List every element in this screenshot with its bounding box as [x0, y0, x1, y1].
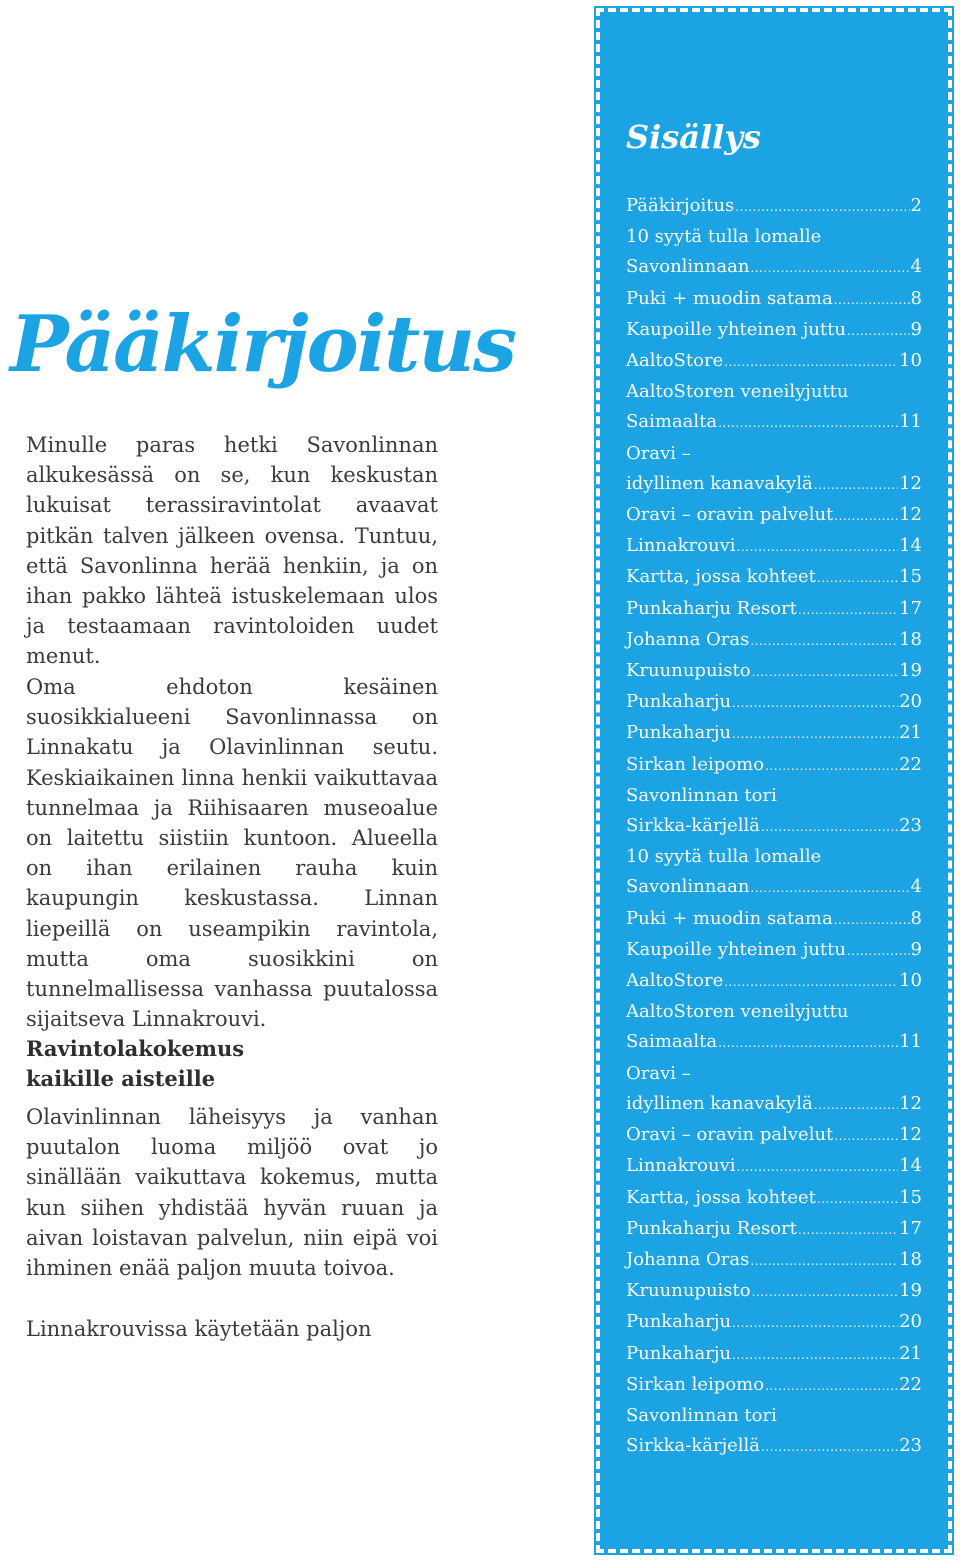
contents-item[interactable]: [626, 872, 922, 903]
contents-item-label: 10 syytä tulla lomalle: [626, 226, 822, 248]
page-title: Pääkirjoitus: [10, 299, 515, 390]
dot-leader: [750, 626, 898, 656]
contents-item[interactable]: [626, 315, 922, 346]
contents-item-page: 21: [899, 722, 922, 744]
contents-item-page: 23: [899, 815, 922, 837]
contents-item[interactable]: [626, 687, 922, 718]
contents-item-page: 11: [899, 1031, 922, 1053]
contents-item[interactable]: [626, 1245, 922, 1276]
contents-item-label: Kaupoille yhteinen juttu: [626, 938, 846, 960]
contents-item-page: 10: [899, 350, 922, 372]
contents-item[interactable]: [626, 1307, 922, 1338]
dot-leader: [765, 1371, 898, 1401]
contents-item[interactable]: [626, 191, 922, 222]
contents-item-page: 9: [910, 318, 922, 340]
dot-leader: [732, 1340, 898, 1370]
contents-item-label: Saimaalta: [626, 1031, 718, 1053]
dot-leader: [834, 501, 898, 531]
contents-item-page: 4: [910, 256, 922, 278]
contents-item[interactable]: [626, 750, 922, 781]
contents-item-page: 15: [899, 1186, 922, 1208]
contents-item-label: Puki + muodin satama: [626, 287, 833, 309]
contents-item[interactable]: [626, 1401, 922, 1431]
contents-item-page: 22: [899, 1373, 922, 1395]
contents-item-label: Punkaharju: [626, 691, 732, 713]
contents-item-label: Punkaharju Resort: [626, 597, 797, 619]
contents-item[interactable]: [626, 562, 922, 593]
contents-item[interactable]: [626, 1027, 922, 1058]
dot-leader: [750, 1246, 898, 1276]
dot-leader: [765, 751, 898, 781]
contents-item-page: 18: [899, 628, 922, 650]
contents-item-label: Sirkka-kärjellä: [626, 1435, 761, 1457]
contents-item[interactable]: [626, 656, 922, 687]
contents-item-page: 15: [899, 566, 922, 588]
contents-item[interactable]: [626, 407, 922, 438]
contents-item-label: Linnakrouvi: [626, 535, 736, 557]
contents-item[interactable]: [626, 439, 922, 469]
contents-item-label: Sirkka-kärjellä: [626, 815, 761, 837]
contents-item[interactable]: [626, 531, 922, 562]
dot-leader: [718, 1028, 898, 1058]
contents-item[interactable]: [626, 252, 922, 283]
contents-item-label: Punkaharju Resort: [626, 1217, 797, 1239]
contents-item-page: 11: [899, 411, 922, 433]
dot-leader: [847, 936, 910, 966]
dot-leader: [724, 967, 898, 997]
intro-paragraph: [26, 430, 438, 672]
contents-item[interactable]: [626, 1120, 922, 1151]
contents-item[interactable]: [626, 718, 922, 749]
dot-leader: [737, 1152, 899, 1182]
contents-item[interactable]: [626, 1370, 922, 1401]
contents-item-label: Kaupoille yhteinen juttu: [626, 318, 846, 340]
contents-item-page: 22: [899, 753, 922, 775]
dot-leader: [718, 408, 898, 438]
contents-item-page: 20: [899, 1311, 922, 1333]
contents-item-label: Kartta, jossa kohteet: [626, 566, 816, 588]
contents-item-label: Oravi –: [626, 1062, 691, 1084]
contents-item-label: AaltoStore: [626, 970, 724, 992]
contents-item-label: Sirkan leipomo: [626, 753, 765, 775]
contents-item-label: Kruunupuisto: [626, 660, 751, 682]
contents-item-label: Punkaharju: [626, 722, 732, 744]
subheading: [26, 1034, 438, 1094]
contents-title: Sisällys: [626, 118, 761, 156]
contents-item-label: Savonlinnaan: [626, 876, 750, 898]
dot-leader: [735, 192, 909, 222]
contents-item-page: 17: [899, 1217, 922, 1239]
contents-item-label: 10 syytä tulla lomalle: [626, 846, 822, 868]
dot-leader: [814, 470, 898, 500]
contents-item-label: Sirkan leipomo: [626, 1373, 765, 1395]
dot-leader: [834, 285, 910, 315]
dot-leader: [750, 253, 909, 283]
contents-item-page: 12: [899, 1092, 922, 1114]
contents-item-page: 19: [899, 1280, 922, 1302]
contents-item-label: AaltoStoren veneilyjuttu: [626, 1001, 849, 1023]
contents-item-label: Puki + muodin satama: [626, 907, 833, 929]
contents-item-label: Pääkirjoitus: [626, 195, 735, 216]
contents-item[interactable]: [626, 1089, 922, 1120]
contents-item[interactable]: [626, 811, 922, 842]
contents-item-page: 2: [910, 195, 922, 216]
contents-item-label: Johanna Oras: [626, 628, 750, 650]
contents-item-page: 12: [899, 472, 922, 494]
contents-item[interactable]: [626, 1183, 922, 1214]
subheading-line-2: kaikille aisteille: [26, 1066, 216, 1092]
contents-item-label: Savonlinnan tori: [626, 1404, 777, 1426]
contents-item-page: 14: [899, 1155, 922, 1177]
contents-item-label: Oravi – oravin palvelut: [626, 504, 834, 526]
dot-leader: [834, 1121, 898, 1151]
contents-item-page: 4: [910, 876, 922, 898]
contents-item[interactable]: [626, 1431, 922, 1462]
contents-item-label: idyllinen kanavakylä: [626, 1092, 813, 1114]
contents-item[interactable]: [626, 377, 922, 407]
body-paragraph: [26, 672, 438, 1034]
paragraph-4: Linnakrouvissa käytetään paljon: [26, 1317, 372, 1341]
dot-leader: [732, 1308, 898, 1338]
dot-leader: [761, 812, 898, 842]
contents-item[interactable]: [626, 1276, 922, 1307]
contents-item-label: Kruunupuisto: [626, 1280, 751, 1302]
dot-leader: [732, 688, 898, 718]
paragraph-3: Olavinlinnan läheisyys ja vanhan puutalon luoma miljöö ovat jo sinällään vaikuttava kokemus, mutta kun siihen yhdistää hyvän ruuan ja aivan loistavan palvelun, niin eipä voi ihminen enää paljon muuta toivoa.: [26, 1105, 438, 1281]
contents-item[interactable]: [626, 842, 922, 872]
subheading-line-1: Ravintolakokemus: [26, 1036, 245, 1061]
contents-item[interactable]: [626, 625, 922, 656]
contents-item[interactable]: [626, 346, 922, 377]
contents-item-page: 12: [899, 1124, 922, 1146]
dot-leader: [798, 1215, 898, 1245]
contents-item[interactable]: [626, 469, 922, 500]
contents-item-label: Oravi –: [626, 442, 691, 464]
contents-item[interactable]: [626, 222, 922, 252]
contents-item[interactable]: [626, 1151, 922, 1182]
dot-leader: [814, 1090, 898, 1120]
contents-item[interactable]: [626, 1339, 922, 1370]
dot-leader: [752, 657, 898, 687]
contents-item[interactable]: [626, 1214, 922, 1245]
dot-leader: [737, 532, 899, 562]
contents-item-page: 14: [899, 535, 922, 557]
contents-item-label: AaltoStoren veneilyjuttu: [626, 381, 849, 403]
contents-item[interactable]: [626, 904, 922, 935]
contents-item-label: Punkaharju: [626, 1342, 732, 1364]
contents-list: [626, 191, 922, 1462]
contents-item-page: 18: [899, 1248, 922, 1270]
contents-item[interactable]: [626, 997, 922, 1027]
contents-item-label: AaltoStore: [626, 350, 724, 372]
paragraph-1: Minulle paras hetki Savonlinnan alkukesässä on se, kun keskustan lukuisat terassiravintolat avaavat pitkän talven jälkeen ovensa. Tuntuu, että Savonlinna herää henkiin, ja on ihan pakko lähteä istuskelemaan ulos ja testaamaan ravintoloiden uudet menut.: [26, 433, 438, 669]
contents-item[interactable]: [626, 594, 922, 625]
contents-item-page: 12: [899, 504, 922, 526]
contents-item-label: Kartta, jossa kohteet: [626, 1186, 816, 1208]
contents-item-page: 8: [910, 287, 922, 309]
contents-item-page: 10: [899, 970, 922, 992]
contents-item-page: 21: [899, 1342, 922, 1364]
contents-item-page: 17: [899, 597, 922, 619]
dot-leader: [732, 719, 898, 749]
contents-item[interactable]: [626, 966, 922, 997]
dot-leader: [817, 1184, 898, 1214]
dot-leader: [847, 316, 910, 346]
dot-leader: [724, 347, 898, 377]
contents-item[interactable]: [626, 1059, 922, 1089]
contents-item-label: Oravi – oravin palvelut: [626, 1124, 834, 1146]
body-paragraph: [26, 1314, 438, 1344]
contents-item-page: 23: [899, 1435, 922, 1457]
dot-leader: [752, 1277, 898, 1307]
paragraph-2: Oma ehdoton kesäinen suosikkialueeni Savonlinnassa on Linnakatu ja Olavinlinnan seutu. Keskiaikainen linna henkii vaikuttavaa tunnelmaa ja Riihisaaren museoalue on laitettu siistiin kuntoon. Alueella on ihan erilainen rauha kuin kaupungin keskustassa. Linnan liepeillä on useampikin ravintola, mutta oma suosikkini on tunnelmallisessa vanhassa puutalossa sijaitseva Linnakrouvi.: [26, 675, 438, 1032]
contents-item-label: Saimaalta: [626, 411, 718, 433]
contents-item-label: Linnakrouvi: [626, 1155, 736, 1177]
body-paragraph: [26, 1102, 438, 1283]
dot-leader: [834, 905, 910, 935]
contents-item-label: Johanna Oras: [626, 1248, 750, 1270]
contents-item[interactable]: [626, 781, 922, 811]
contents-item-label: idyllinen kanavakylä: [626, 472, 813, 494]
contents-item-page: 20: [899, 691, 922, 713]
contents-item-page: 9: [910, 938, 922, 960]
contents-item-page: 19: [899, 660, 922, 682]
dot-leader: [750, 873, 909, 903]
contents-item-label: Savonlinnaan: [626, 256, 750, 278]
contents-item[interactable]: [626, 284, 922, 315]
contents-item-label: Punkaharju: [626, 1311, 732, 1333]
contents-item-page: 8: [910, 907, 922, 929]
dot-leader: [761, 1432, 898, 1462]
contents-item[interactable]: [626, 500, 922, 531]
dot-leader: [817, 563, 898, 593]
contents-item-label: Savonlinnan tori: [626, 784, 777, 806]
dot-leader: [798, 595, 898, 625]
contents-item[interactable]: [626, 935, 922, 966]
